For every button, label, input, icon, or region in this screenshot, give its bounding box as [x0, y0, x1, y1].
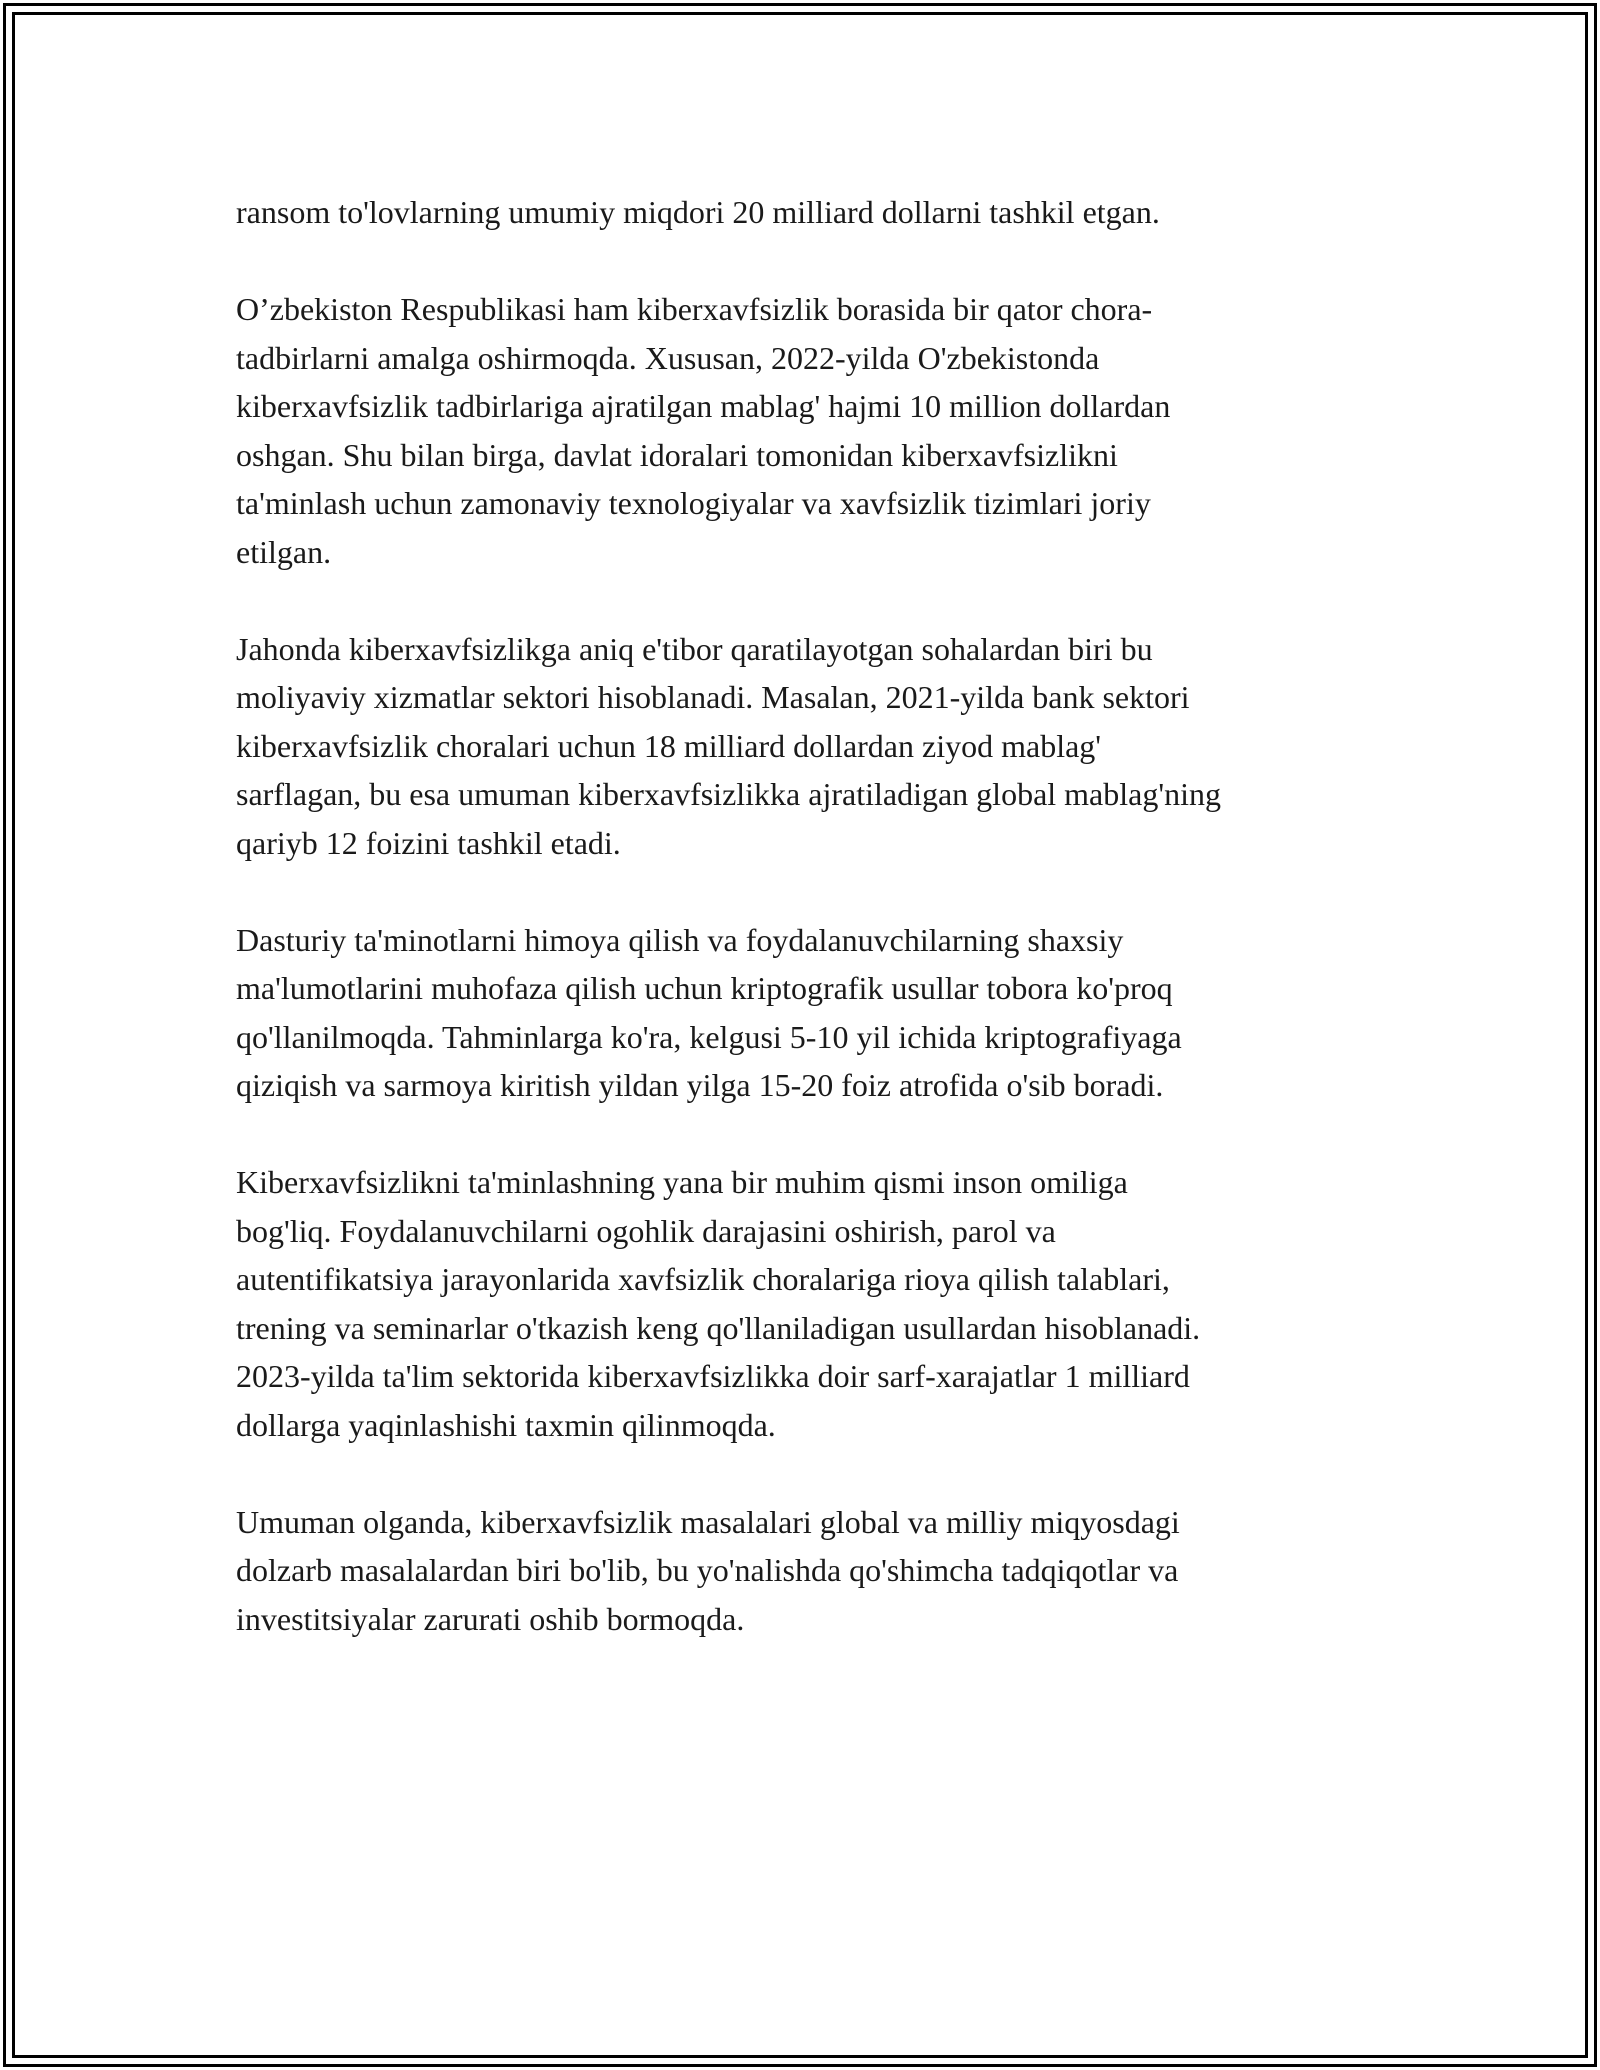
- text-line: Umuman olganda, kiberxavfsizlik masalalari global va milliy miqyosdagi: [236, 1503, 1180, 1540]
- text-line: ma'lumotlarini muhofaza qilish uchun kriptografik usullar tobora ko'proq: [236, 970, 1173, 1006]
- text-line: investitsiyalar zarurati oshib bormoqda.: [236, 1600, 745, 1637]
- text-line: qariyb 12 foizini tashkil etadi.: [236, 824, 621, 861]
- paragraph-cryptography: [236, 916, 1376, 1110]
- text-line: 2023-yilda ta'lim sektorida kiberxavfsizlikka doir sarf-xarajatlar 1 milliard: [236, 1358, 1190, 1394]
- text-line: dollarga yaqinlashishi taxmin qilinmoqda.: [236, 1406, 776, 1443]
- text-line: tadbirlarni amalga oshirmoqda. Xususan, 2022-yilda O'zbekistonda: [236, 339, 1100, 376]
- text-line: qiziqish va sarmoya kiritish yildan yilga 15-20 foiz atrofida o'sib boradi.: [236, 1067, 1164, 1103]
- text-line: moliyaviy xizmatlar sektori hisoblanadi. Masalan, 2021-yilda bank sektori: [236, 679, 1190, 715]
- text-line: Jahonda kiberxavfsizlikga aniq e'tibor qaratilayotgan sohalardan biri bu: [236, 630, 1153, 667]
- paragraph-conclusion: [236, 1498, 1376, 1644]
- text-line: kiberxavfsizlik choralari uchun 18 milliard dollardan ziyod mablag': [236, 727, 1102, 764]
- text-line: sarflagan, bu esa umuman kiberxavfsizlikka ajratiladigan global mablag'ning: [236, 776, 1221, 812]
- paragraph-ransom-total: [236, 188, 1376, 237]
- text-line: Dasturiy ta'minotlarni himoya qilish va foydalanuvchilarning shaxsiy: [236, 921, 1124, 958]
- text-line: dolzarb masalalardan biri bo'lib, bu yo'nalishda qo'shimcha tadqiqotlar va: [236, 1552, 1179, 1588]
- text-line: Kiberxavfsizlikni ta'minlashning yana bir muhim qismi inson omiliga: [236, 1164, 1128, 1200]
- text-line: bog'liq. Foydalanuvchilarni ogohlik darajasini oshirish, parol va: [236, 1212, 1056, 1249]
- paragraph-human-factor: [236, 1158, 1376, 1449]
- document-body: [236, 188, 1376, 1692]
- text-line: O’zbekiston Respublikasi ham kiberxavfsizlik borasida bir qator chora-: [236, 291, 1153, 327]
- text-line: kiberxavfsizlik tadbirlariga ajratilgan mablag' hajmi 10 million dollardan: [236, 388, 1171, 424]
- text-line: ta'minlash uchun zamonaviy texnologiyalar va xavfsizlik tizimlari joriy: [236, 485, 1151, 521]
- text-line: trening va seminarlar o'tkazish keng qo'llaniladigan usullardan hisoblanadi.: [236, 1309, 1201, 1346]
- text-line: etilgan.: [236, 533, 332, 570]
- paragraph-financial-sector: [236, 625, 1376, 868]
- text-line: qo'llanilmoqda. Tahminlarga ko'ra, kelgusi 5-10 yil ichida kriptografiyaga: [236, 1018, 1182, 1055]
- paragraph-uzbekistan-measures: [236, 285, 1376, 576]
- text-line: autentifikatsiya jarayonlarida xavfsizlik choralariga rioya qilish talablari,: [236, 1261, 1170, 1297]
- text-line: ransom to'lovlarning umumiy miqdori 20 milliard dollarni tashkil etgan.: [236, 194, 1160, 230]
- text-line: oshgan. Shu bilan birga, davlat idoralari tomonidan kiberxavfsizlikni: [236, 436, 1118, 473]
